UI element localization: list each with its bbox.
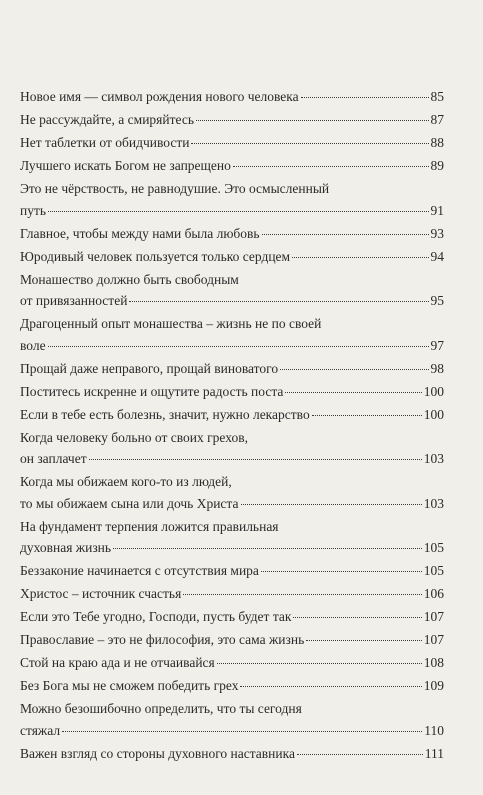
- toc-page-number: 94: [430, 248, 444, 264]
- toc-page-number: 95: [430, 293, 444, 308]
- toc-entry-title: Прощай даже неправого, прощай виноватого: [20, 360, 279, 376]
- toc-entry-title: Стой на краю ада и не отчаивайся: [20, 655, 215, 670]
- toc-entry-line: [20, 246, 444, 268]
- toc-entry-title: то мы обижаем сына или дочь Христа: [20, 495, 239, 511]
- dot-leader: [306, 640, 422, 641]
- dot-leader: [240, 686, 421, 687]
- toc-entry: [20, 269, 444, 312]
- toc-entry: [20, 516, 444, 559]
- dot-leader: [241, 504, 422, 505]
- toc-page-number: 87: [430, 112, 444, 127]
- toc-entry-title: Лучшего искать Богом не запрещено: [20, 158, 231, 173]
- toc-entry-line: [20, 404, 444, 426]
- toc-entry-title: Когда человеку больно от своих грехов,: [20, 429, 248, 445]
- dot-leader: [297, 754, 423, 755]
- toc-entry-line: [20, 652, 444, 674]
- toc-entry-line: [20, 381, 444, 403]
- toc-entry: [20, 427, 444, 470]
- toc-page-number: 97: [430, 337, 444, 353]
- toc-entry-title: Главное, чтобы между нами была любовь: [20, 225, 260, 241]
- toc-entry-title: Поститесь искренне и ощутите радость поста: [20, 383, 284, 399]
- toc-page-number: 103: [423, 495, 444, 511]
- toc-entry-line: [20, 313, 444, 335]
- dot-leader: [89, 459, 422, 460]
- toc-entry: [20, 471, 444, 514]
- toc-page-number: 88: [430, 135, 444, 150]
- toc-entry-title: Это не чёрствость, не равнодушие. Это осмысленный: [20, 181, 330, 196]
- toc-entry-line: [20, 109, 444, 131]
- toc-entry-title: Православие – это не философия, это сама жизнь: [20, 632, 305, 647]
- toc-entry-line: [20, 743, 444, 765]
- toc-page-number: 111: [424, 745, 444, 761]
- toc-entry-line: [20, 516, 444, 538]
- toc-entry-line: [20, 200, 444, 222]
- toc-page-number: 107: [423, 632, 444, 647]
- toc-entry: [20, 606, 444, 628]
- toc-page-number: 107: [423, 609, 444, 624]
- toc-entry: [20, 583, 444, 605]
- toc-page-number: 105: [423, 563, 444, 578]
- toc-page-number: 108: [423, 655, 444, 670]
- toc-entry: [20, 629, 444, 651]
- toc-entry-title: На фундамент терпения ложится правильная: [20, 518, 279, 534]
- toc-entry: [20, 743, 444, 765]
- toc-entry-title: Беззаконие начинается с отсутствия мира: [20, 563, 259, 578]
- toc-entry-line: [20, 560, 444, 582]
- toc-entry-title: воле: [20, 337, 46, 353]
- dot-leader: [261, 571, 422, 572]
- toc-entry-title: Если это Тебе угодно, Господи, пусть будет так: [20, 609, 292, 624]
- toc-entry-line: [20, 448, 444, 470]
- toc-entry: [20, 178, 444, 221]
- dot-leader: [233, 166, 429, 167]
- toc-entry: [20, 132, 444, 154]
- dot-leader: [293, 617, 421, 618]
- dot-leader: [196, 120, 429, 121]
- toc-entry-title: Нет таблетки от обидчивости: [20, 135, 190, 150]
- dot-leader: [292, 257, 428, 258]
- dot-leader: [191, 143, 428, 144]
- toc-entry: [20, 86, 444, 108]
- dot-leader: [301, 97, 429, 98]
- toc-entry-line: [20, 629, 444, 651]
- dot-leader: [113, 548, 422, 549]
- toc-entry-line: [20, 427, 444, 449]
- dot-leader: [48, 211, 428, 212]
- toc-entry: [20, 698, 444, 741]
- toc-entry: [20, 404, 444, 426]
- toc-entry: [20, 381, 444, 403]
- toc-page-number: 105: [423, 540, 444, 555]
- toc-entry-line: [20, 675, 444, 697]
- toc-entry-title: Новое имя — символ рождения нового человека: [20, 89, 299, 104]
- toc-entry-line: [20, 155, 444, 177]
- toc-entry-line: [20, 269, 444, 291]
- toc-page-number: 85: [430, 89, 444, 104]
- toc-entry-title: Не рассуждайте, а смиряйтесь: [20, 112, 194, 127]
- toc-entry: [20, 246, 444, 268]
- toc-entry: [20, 223, 444, 245]
- toc-entry-title: Юродивый человек пользуется только сердцем: [20, 248, 291, 264]
- dot-leader: [129, 301, 428, 302]
- toc-entry-title: Без Бога мы не сможем победить грех: [20, 678, 239, 693]
- toc-entry-line: [20, 132, 444, 154]
- dot-leader: [48, 346, 429, 347]
- dot-leader: [262, 234, 429, 235]
- toc-page-number: 110: [424, 722, 444, 738]
- dot-leader: [217, 663, 422, 664]
- table-of-contents: [20, 86, 444, 766]
- toc-entry: [20, 313, 444, 356]
- toc-entry-line: [20, 358, 444, 380]
- toc-entry-title: духовная жизнь: [20, 540, 112, 555]
- toc-page-number: 98: [430, 360, 444, 376]
- toc-page-number: 109: [423, 678, 444, 693]
- toc-page-number: 91: [430, 202, 444, 218]
- toc-entry-line: [20, 290, 444, 312]
- toc-entry: [20, 109, 444, 131]
- toc-entry-title: Христос – источник счастья: [20, 586, 182, 601]
- toc-page-number: 100: [423, 406, 444, 422]
- toc-entry: [20, 560, 444, 582]
- toc-entry: [20, 675, 444, 697]
- toc-entry-title: путь: [20, 202, 47, 218]
- toc-entry-line: [20, 720, 444, 742]
- toc-page-number: 103: [423, 451, 444, 466]
- toc-entry-line: [20, 86, 444, 108]
- toc-page-number: 89: [430, 158, 444, 173]
- dot-leader: [62, 731, 422, 732]
- toc-entry-line: [20, 471, 444, 493]
- toc-entry-line: [20, 537, 444, 559]
- toc-entry-line: [20, 335, 444, 357]
- toc-entry-title: Монашество должно быть свободным: [20, 271, 239, 287]
- toc-entry-title: Можно безошибочно определить, что ты сегодня: [20, 701, 302, 716]
- toc-entry-line: [20, 583, 444, 605]
- toc-entry-title: он заплачет: [20, 451, 87, 466]
- toc-entry-title: Когда мы обижаем кого-то из людей,: [20, 474, 232, 489]
- toc-entry-line: [20, 698, 444, 720]
- toc-entry-title: стяжал: [20, 722, 61, 738]
- toc-entry-line: [20, 178, 444, 200]
- toc-entry: [20, 358, 444, 380]
- toc-entry-title: от привязанностей: [20, 293, 128, 308]
- toc-entry-line: [20, 606, 444, 628]
- toc-entry: [20, 155, 444, 177]
- toc-entry-title: Если в тебе есть болезнь, значит, нужно лекарство: [20, 406, 310, 422]
- dot-leader: [183, 594, 421, 595]
- toc-entry-title: Драгоценный опыт монашества – жизнь не по своей: [20, 316, 322, 331]
- toc-page-number: 100: [423, 383, 444, 399]
- toc-entry-line: [20, 493, 444, 515]
- dot-leader: [285, 392, 421, 393]
- toc-entry-line: [20, 223, 444, 245]
- dot-leader: [280, 369, 428, 370]
- toc-entry: [20, 652, 444, 674]
- dot-leader: [312, 415, 422, 416]
- toc-page-number: 106: [423, 586, 444, 601]
- toc-page-number: 93: [430, 225, 444, 241]
- toc-entry-title: Важен взгляд со стороны духовного наставника: [20, 745, 295, 761]
